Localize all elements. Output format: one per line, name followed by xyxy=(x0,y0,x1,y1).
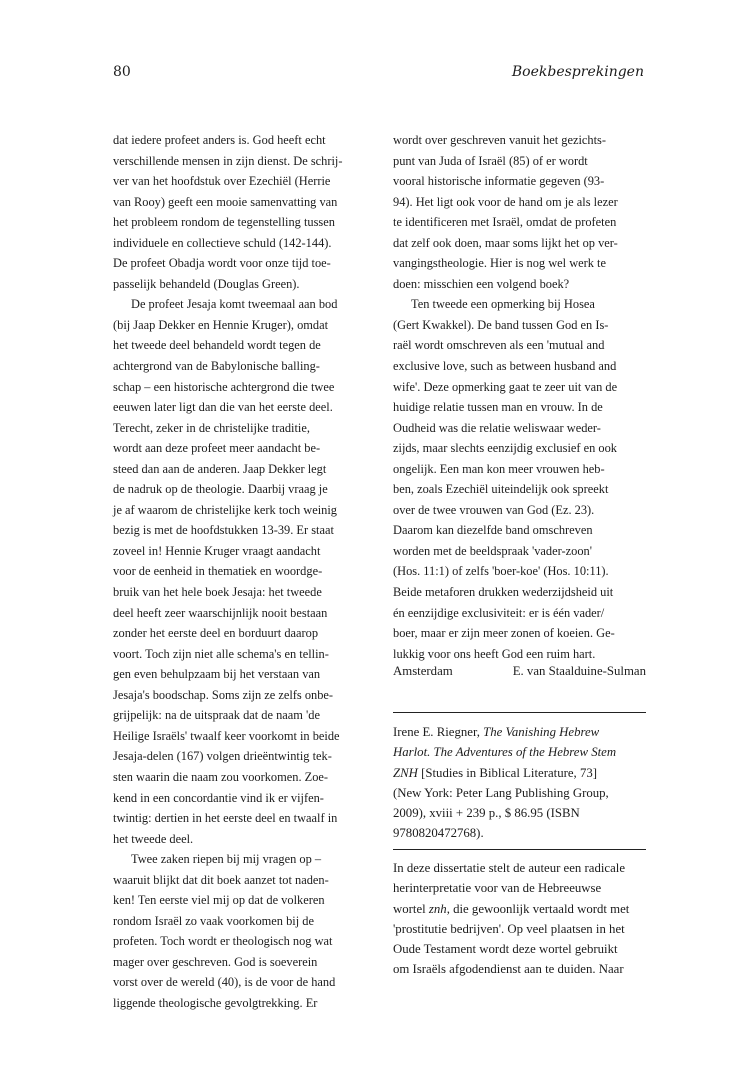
text-line: dat zelf ook doen, maar soms lijkt het op ver- xyxy=(393,235,618,250)
text-line: grijpelijk: na de uitspraak dat de naam 'de xyxy=(113,708,320,723)
text-line: (bij Jaap Dekker en Hennie Kruger), omdat xyxy=(113,317,329,332)
text-line: rondom Israël zo vaak voorkomen bij de xyxy=(113,913,314,928)
text-line: exclusive love, such as between husband and xyxy=(393,359,617,374)
text-line: én eenzijdige exclusiviteit: er is één vader/ xyxy=(393,605,605,620)
intro-line-1: In deze dissertatie stelt de auteur een radicale xyxy=(393,861,625,875)
text-line: worden met de beeldspraak 'vader-zoon' xyxy=(393,543,592,558)
reference-title-part-3: ZNH xyxy=(393,765,418,780)
text-line: mager over geschreven. God is soeverein xyxy=(113,954,318,969)
text-line: bruik van het hele boek Jesaja: het tweede xyxy=(113,585,322,600)
text-line: schap – een historische achtergrond die twee xyxy=(113,379,335,394)
reference-line-2 xyxy=(393,742,646,762)
text-line: te identificeren met Israël, omdat de profeten xyxy=(393,215,617,230)
text-line: vooral historische informatie gegeven (93- xyxy=(393,174,605,189)
text-line: (Gert Kwakkel). De band tussen God en Is- xyxy=(393,317,609,332)
text-line: over de twee vrouwen van God (Ez. 23). xyxy=(393,502,595,517)
text-line: (Hos. 11:1) of zelfs 'boer-koe' (Hos. 10:11). xyxy=(393,564,609,579)
text-line: bezig is met de hoofdstukken 13-39. Er staat xyxy=(113,523,334,538)
text-line: dat iedere profeet anders is. God heeft echt xyxy=(113,133,326,147)
reference-author: Irene E. Riegner, xyxy=(393,725,484,739)
text-line: vangingstheologie. Hier is nog wel werk te xyxy=(393,256,607,271)
right-column xyxy=(393,130,646,664)
text-line: liggende theologische gevolgtrekking. Er xyxy=(113,995,318,1010)
left-column xyxy=(113,130,366,1014)
text-line: je af waarom de christelijke kerk toch weinig xyxy=(113,502,337,517)
intro-hebrew-root: znh xyxy=(428,901,447,916)
text-line: wordt over geschreven vanuit het gezichts- xyxy=(393,133,606,147)
text-line: doen: misschien een volgend boek? xyxy=(393,276,570,291)
text-line: eeuwen later ligt dan die van het eerste deel. xyxy=(113,400,333,415)
text-line: individuele en collectieve schuld (142-144). xyxy=(113,235,332,250)
text-line: 94). Het ligt ook voor de hand om je als lezer xyxy=(393,194,618,209)
text-line: zonder het eerste deel en borduurt daarop xyxy=(113,626,319,641)
text-line: zoveel in! Hennie Kruger vraagt aandacht xyxy=(113,543,321,558)
text-line: van Rooy) geeft een mooie samenvatting van xyxy=(113,194,338,209)
reference-line-1 xyxy=(393,722,646,742)
reference-line-3 xyxy=(393,763,646,783)
text-line: Oudheid was die relatie weliswaar weder- xyxy=(393,420,601,435)
text-line: twintig: dertien in het eerste deel en twaalf in xyxy=(113,811,338,826)
text-line: het probleem rondom de tegenstelling tussen xyxy=(113,215,335,230)
text-line: voor de eenheid in thematiek en woordge- xyxy=(113,564,323,579)
text-line: passelijk behandeld (Douglas Green). xyxy=(113,276,300,291)
text-line: Twee zaken riepen bij mij vragen op – xyxy=(131,852,322,867)
text-line: gen even behulpzaam bij het verstaan van xyxy=(113,667,321,682)
text-line: Beide metaforen drukken wederzijdsheid uit xyxy=(393,585,614,600)
text-line: punt van Juda of Israël (85) of er wordt xyxy=(393,153,588,168)
signature-author: E. van Staalduine-Sulman xyxy=(512,664,646,678)
text-line: ken! Ten eerste viel mij op dat de volkeren xyxy=(113,893,325,908)
text-line: Daarom kan diezelfde band omschreven xyxy=(393,523,593,538)
text-line: vorst over de wereld (40), is de voor de hand xyxy=(113,975,336,990)
text-line: zijds, maar slechts eenzijdig exclusief en ook xyxy=(393,441,617,456)
text-line: waaruit blijkt dat dit boek aanzet tot naden- xyxy=(113,872,329,887)
text-line: steed dan aan de anderen. Jaap Dekker legt xyxy=(113,461,327,476)
intro-line-4: 'prostitutie bedrijven'. Op veel plaatsen in het xyxy=(393,921,625,936)
intro-line-2: herinterpretatie voor van de Hebreeuwse xyxy=(393,881,602,896)
intro-line-6: om Israëls afgodendienst aan te duiden. Naar xyxy=(393,962,624,977)
reference-line-6: 9780820472768). xyxy=(393,826,484,841)
text-line: het tweede deel behandeld wordt tegen de xyxy=(113,338,321,353)
text-line: wife'. Deze opmerking gaat te zeer uit van de xyxy=(393,379,618,394)
text-line: ver van het hoofdstuk over Ezechiël (Herrie xyxy=(113,174,331,189)
text-line: Ten tweede een opmerking bij Hosea xyxy=(411,297,595,312)
reference-line-4: (New York: Peter Lang Publishing Group, xyxy=(393,785,609,800)
text-line: Terecht, zeker in de christelijke traditie, xyxy=(113,420,310,435)
review-intro xyxy=(393,858,646,980)
intro-line-3-start: wortel xyxy=(393,901,429,916)
page-number: 80 xyxy=(113,64,131,80)
reference-series: [Studies in Biblical Literature, 73] xyxy=(417,765,598,780)
text-line: ongelijk. Een man kon meer vrouwen heb- xyxy=(393,461,605,476)
text-line: raël wordt omschreven als een 'mutual and xyxy=(393,338,605,353)
text-line: De profeet Obadja wordt voor onze tijd toe- xyxy=(113,256,331,271)
text-line: wordt aan deze profeet meer aandacht be- xyxy=(113,441,321,456)
text-line: De profeet Jesaja komt tweemaal aan bod xyxy=(131,297,338,312)
divider-rule-2 xyxy=(393,849,646,850)
reference-title-part-2: Harlot. The Adventures of the Hebrew Stem xyxy=(393,745,617,760)
intro-line-3-end: , die gewoonlijk vertaald wordt met xyxy=(446,901,630,916)
text-line: kend in een concordantie vind ik er vijfen- xyxy=(113,790,324,805)
text-line: deel heeft zeer waarschijnlijk nooit bestaan xyxy=(113,605,328,620)
intro-line-5: Oude Testament wordt deze wortel gebruikt xyxy=(393,942,618,957)
text-line: lukkig voor ons heeft God een ruim hart. xyxy=(393,646,596,661)
text-line: de nadruk op de theologie. Daarbij vraag je xyxy=(113,482,328,497)
book-reference xyxy=(393,722,646,844)
running-head: Boekbesprekingen xyxy=(511,64,644,80)
text-line: ben, zoals Ezechiël uiteindelijk ook spreekt xyxy=(393,482,609,497)
text-line: Jesaja's boodschap. Soms zijn ze zelfs onbe- xyxy=(113,687,334,702)
text-line: voort. Toch zijn niet alle schema's en tellin- xyxy=(113,646,329,661)
text-line: Jesaja-delen (167) volgen drieëntwintig tek- xyxy=(113,749,332,764)
text-line: verschillende mensen in zijn dienst. De schrij- xyxy=(113,153,343,168)
signature-city: Amsterdam xyxy=(393,664,453,678)
text-line: het tweede deel. xyxy=(113,831,194,846)
divider-rule xyxy=(393,712,646,713)
text-line: profeten. Toch wordt er theologisch nog wat xyxy=(113,934,333,949)
text-line: achtergrond van de Babylonische balling- xyxy=(113,359,320,374)
text-line: sten waarin die naam zou voorkomen. Zoe- xyxy=(113,769,329,784)
intro-line-3 xyxy=(393,899,646,919)
text-line: Heilige Israëls' twaalf keer voorkomt in beide xyxy=(113,728,340,743)
reference-title-part-1: The Vanishing Hebrew xyxy=(483,725,600,739)
text-line: huidige relatie tussen man en vrouw. In de xyxy=(393,400,603,415)
text-line: boer, maar er zijn meer zonen of koeien. Ge- xyxy=(393,626,615,641)
reference-line-5: 2009), xviii + 239 p., $ 86.95 (ISBN xyxy=(393,806,580,821)
